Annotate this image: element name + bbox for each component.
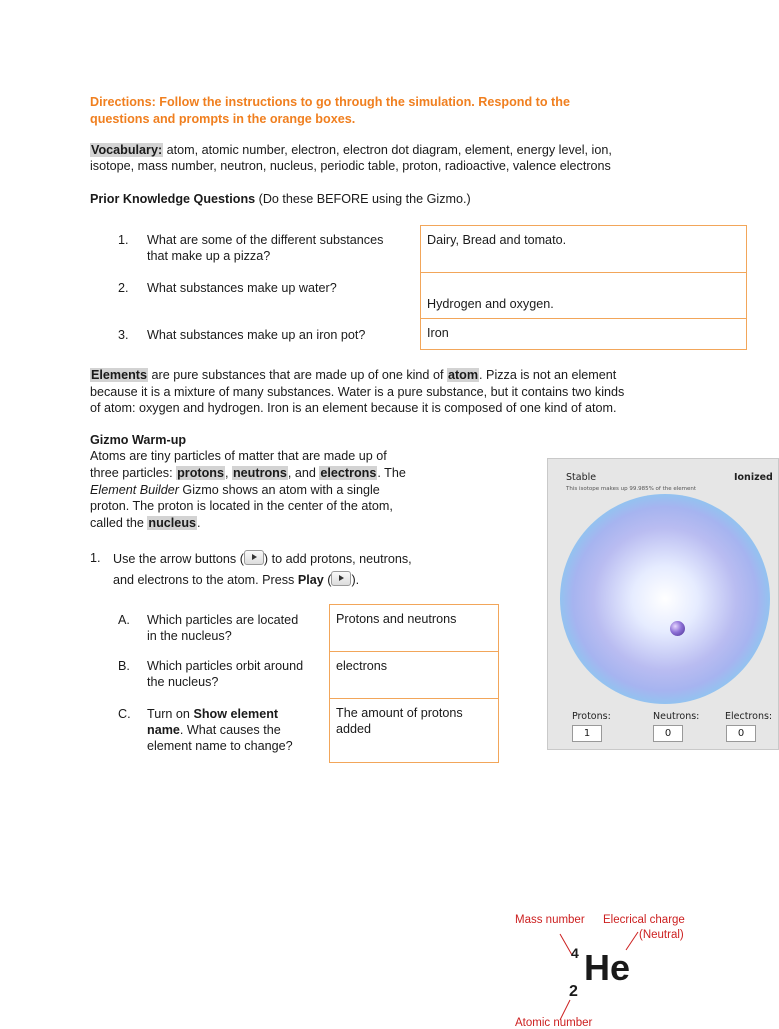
step-line-1: Use the arrow buttons ( ) to add protons, neutrons, bbox=[113, 552, 412, 566]
directions-line-2: questions and prompts in the orange boxes. bbox=[90, 112, 356, 126]
electron-orbit-icon bbox=[560, 494, 770, 704]
vocabulary-line-2: isotope, mass number, neutron, nucleus, periodic table, proton, radioactive, valence electrons bbox=[90, 159, 611, 173]
elements-paragraph-line-2: because it is a mixture of many substances. Water is a pure substance, but it contains two kinds bbox=[90, 385, 625, 399]
step-line-2: and electrons to the atom. Press Play ( ). bbox=[113, 573, 360, 587]
elements-paragraph-line-3: of atom: oxygen and hydrogen. Iron is an element because it is composed of one kind of atom. bbox=[90, 401, 617, 415]
element-symbol: He bbox=[584, 947, 631, 988]
question-number: 1. bbox=[118, 233, 129, 247]
mass-number: 4 bbox=[571, 945, 579, 961]
atomic-number: 2 bbox=[569, 983, 578, 1000]
vocabulary-line-1: Vocabulary: atom, atomic number, electron, electron dot diagram, element, energy level, ion, bbox=[91, 143, 612, 157]
sub-question-letter: C. bbox=[118, 707, 131, 721]
directions-line-1: Directions: Follow the instructions to go through the simulation. Respond to the bbox=[90, 95, 570, 109]
question-text: What are some of the different substances that make up a pizza? bbox=[147, 233, 384, 263]
question-number: 3. bbox=[118, 328, 129, 342]
answer-box-pizza[interactable]: Dairy, Bread and tomato. bbox=[420, 225, 747, 273]
atomic-number-label: Atomic number bbox=[515, 1017, 593, 1029]
sub-question-text: Turn on Show element name. What causes the element name to change? bbox=[147, 707, 293, 753]
vocabulary-label: Vocabulary: bbox=[91, 143, 163, 157]
warmup-line-2: three particles: protons, neutrons, and electrons. The bbox=[90, 466, 406, 480]
neutrons-count[interactable]: 0 bbox=[653, 725, 683, 742]
prior-knowledge-heading: Prior Knowledge Questions (Do these BEFORE using the Gizmo.) bbox=[90, 192, 471, 206]
proton-icon bbox=[670, 621, 685, 636]
answer-box-element-name[interactable]: The amount of protons added bbox=[329, 698, 499, 763]
electrons-count[interactable]: 0 bbox=[726, 725, 756, 742]
sub-question-text: Which particles are located in the nucleus? bbox=[147, 613, 299, 643]
warmup-line-1: Atoms are tiny particles of matter that are made up of bbox=[90, 449, 387, 463]
neutrons-label: Neutrons: bbox=[653, 711, 700, 722]
warmup-line-5: called the nucleus. bbox=[90, 516, 201, 530]
elements-paragraph-line-1: Elements are pure substances that are made up of one kind of atom. Pizza is not an element bbox=[91, 368, 617, 382]
neutral-label: (Neutral) bbox=[639, 929, 684, 941]
answer-box-orbit[interactable]: electrons bbox=[329, 651, 499, 699]
sub-question-text: Which particles orbit around the nucleus? bbox=[147, 659, 304, 689]
protons-count[interactable]: 1 bbox=[572, 725, 602, 742]
question-number: 2. bbox=[118, 281, 129, 295]
warmup-line-4: proton. The proton is located in the center of the atom, bbox=[90, 499, 393, 513]
electrons-label: Electrons: bbox=[725, 711, 773, 722]
annotation-arrows bbox=[500, 920, 768, 1024]
play-button-icon bbox=[331, 571, 351, 586]
stable-label: Stable bbox=[566, 472, 597, 483]
step-number: 1. bbox=[90, 551, 101, 565]
question-text: What substances make up an iron pot? bbox=[147, 328, 366, 342]
protons-label: Protons: bbox=[572, 711, 611, 722]
isotope-note: This isotope makes up 99.985% of the element bbox=[566, 486, 697, 492]
sub-question-letter: A. bbox=[118, 613, 130, 627]
question-text: What substances make up water? bbox=[147, 281, 337, 295]
warmup-heading: Gizmo Warm-up bbox=[90, 433, 187, 447]
element-builder-simulation bbox=[547, 458, 779, 750]
mass-number-label: Mass number bbox=[515, 914, 585, 926]
sub-question-letter: B. bbox=[118, 659, 130, 673]
answer-box-iron[interactable]: Iron bbox=[420, 318, 747, 350]
answer-box-water[interactable]: Hydrogen and oxygen. bbox=[420, 272, 747, 319]
charge-label: Elecrical charge bbox=[603, 914, 685, 926]
arrow-button-icon bbox=[244, 550, 264, 565]
ionized-label: Ionized bbox=[734, 472, 773, 483]
warmup-line-3: Element Builder Gizmo shows an atom with a single bbox=[90, 483, 380, 497]
answer-box-nucleus[interactable]: Protons and neutrons bbox=[329, 604, 499, 652]
